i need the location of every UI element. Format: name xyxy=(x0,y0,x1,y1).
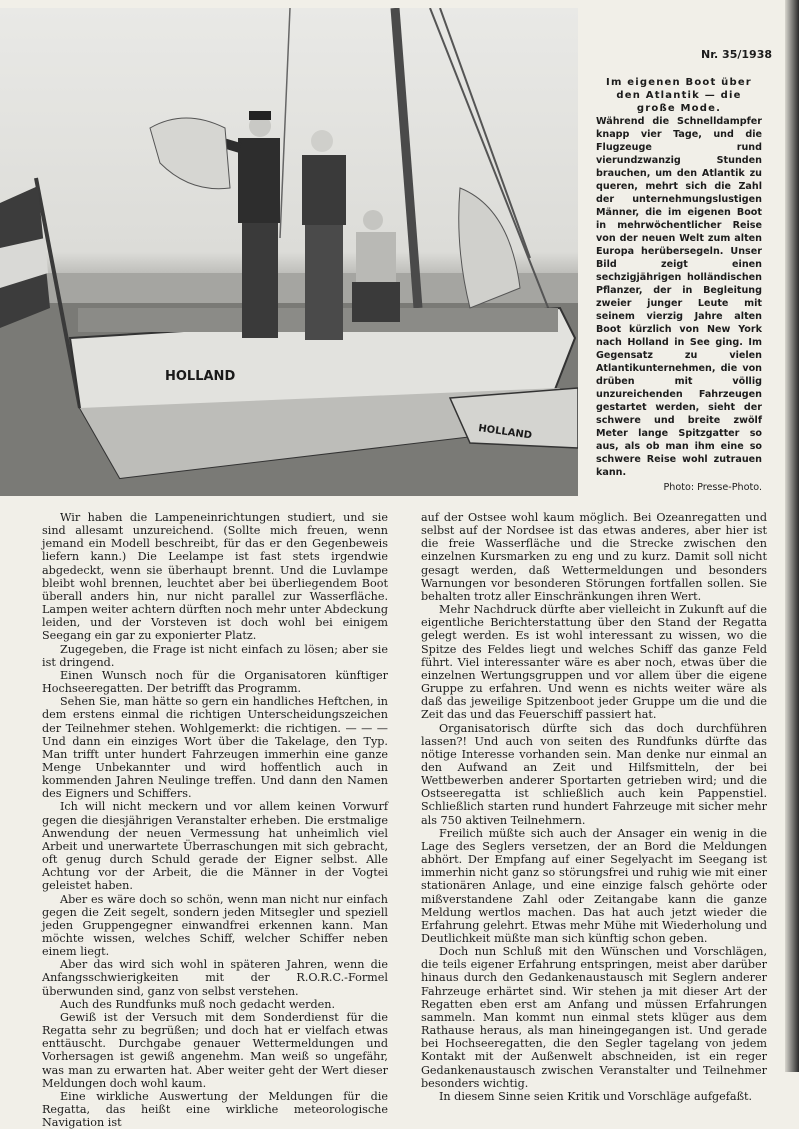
paragraph: auf der Ostsee wohl kaum möglich. Bei Ozeanregatten und selbst auf der Nordsee ist das etwas anderes, aber hier ist die freie Wasserfläche und die Strecke zwischen den einzelnen Kursmarken zu eng und zu kurz. Damit soll nicht gesagt werden, daß Wettermeldungen und besonders Warnungen vor besonderen Störungen fortfallen sollen. Sie behalten trotz aller Einschränkungen ihren Wert. xyxy=(421,511,767,603)
paragraph: In diesem Sinne seien Kritik und Vorschläge aufgefaßt. xyxy=(439,1089,753,1103)
paragraph: Gewiß ist der Versuch mit dem Sonderdienst für die Regatta sehr zu begrüßen; und doch hat er vielfach etwas enttäuscht. Durchgabe genauer Wettermeldungen und Vorhersagen ist gewiß angenehm. Man weiß so ungefähr, was man zu erwarten hat. Aber weiter geht der Wert dieser Meldungen doch wohl kaum. xyxy=(42,1010,388,1090)
paragraph: Organisatorisch dürfte sich das doch durchführen lassen?! Und auch von seiten des Rundfunks dürfte das nötige Interesse vorhanden sein. Man denke nur einmal an den Aufwand an Zeit und Hilfsmitteln, der bei Wettbewerben anderer Sportarten getrieben wird; und die Ostseeregatta ist schließlich auch kein Pappenstiel. Schließlich starten rund hundert Fahrzeuge mit sicher mehr als 750 aktiven Teilnehmern. xyxy=(421,721,767,827)
paragraph: Zugegeben, die Frage ist nicht einfach zu lösen; aber sie ist dringend. xyxy=(42,642,388,669)
paragraph: Doch nun Schluß mit den Wünschen und Vorschlägen, die teils eigener Erfahrung entspringen, meist aber darüber hinaus durch den Gedankenaustausch mit Seglern anderer Fahrzeuge erhärtet sind. Wir stehen ja mit dieser Art der Regatten eben erst am Anfang und müssen Erfahrungen sammeln. Man kommt nun einmal stets klüger aus dem Rathause heraus, als man hineingegangen ist. Und gerade bei Hochseeregatten, die den Segler tagelang von jedem Kontakt mit der Außenwelt abschneiden, ist ein reger Gedankenaustausch zwischen Veranstalter und Teilnehmer besonders wichtig. xyxy=(421,945,767,1090)
paragraph: Auch des Rundfunks muß noch gedacht werden. xyxy=(60,997,336,1011)
paragraph: Einen Wunsch noch für die Organisatoren künftiger Hochseeregatten. Der betrifft das Programm. xyxy=(42,668,388,696)
article-column-right xyxy=(421,511,767,1103)
dinghy-name: HOLLAND xyxy=(477,423,533,442)
paragraph: Ich will nicht meckern und vor allem keinen Vorwurf gegen die diesjährigen Veranstalter erheben. Die erstmalige Anwendung der neuen Vermessung hat unheimlich viel Arbeit und unerwartete Überraschungen mit sich gebracht, oft genug durch Schuld gerade der Eigner selbst. Alle Achtung vor der Arbeit, die die Männer in der Vogtei geleistet haben. xyxy=(42,800,388,893)
photo-credit: Photo: Presse-Photo. xyxy=(663,482,762,493)
paragraph: Sehen Sie, man hätte so gern ein handliches Heftchen, in dem erstens einmal die richtigen Unterscheidungszeichen der Teilnehmer stehen. Wohlgemerkt: die richtigen. — — — Und dann ein einziges Wort über die Takelage, den Typ. Man trifft unter hundert Fahrzeugen immerhin eine ganze Menge Unbekannter und wird hoffentlich auch in kommenden Jahren Neulinge treffen. Und dann den Namen des Eigners und Schiffers. xyxy=(42,695,388,801)
issue-number: Nr. 35/1938 xyxy=(700,48,772,61)
hull-name: HOLLAND xyxy=(165,369,236,384)
paragraph: Mehr Nachdruck dürfte aber vielleicht in Zukunft auf die eigentliche Berichterstattung über den Stand der Regatta gelegt werden. Es ist wohl interessant zu wissen, wo die Spitze des Feldes liegt und welches Schiff das ganze Feld führt. Viel interessanter wäre es aber noch, etwas über die einzelnen Wertungsgruppen und vor allem über die eigene Gruppe zu erfahren. Und wenn es nichts weiter wäre als daß das jeweilige Spitzenboot jeder Gruppe um die und die Zeit das und das Feuerschiff passiert hat. xyxy=(421,603,767,722)
mast xyxy=(395,8,418,308)
paragraph: Aber es wäre doch so schön, wenn man nicht nur einfach gegen die Zeit segelt, sondern jeden Mitsegler und speziell jeden Gruppengegner einwandfrei erkennen kann. Man möchte wissen, welches Schiff, welcher Schiffer neben einem liegt. xyxy=(42,892,388,959)
paragraph: Wir haben die Lampeneinrichtungen studiert, und sie sind allesamt unzureichend. (Sollte mich freuen, wenn jemand ein Modell beschreibt, für das er den Gegenbeweis liefern kann.) Die Leelampe ist fast stets irgendwie abgedeckt, wenn sie überhaupt brennt. Und die Luvlampe bleibt wohl brennen, leuchtet aber bei überliegendem Boot überall anders hin, nur nicht parallel zur Wasserfläche. Lampen weiter achtern dürften noch mehr unter Abdeckung leiden, und der Vorsteven ist doch wohl bei einigem Seegang ein gar zu exponierter Platz. xyxy=(42,511,388,643)
caption-heading: Im eigenen Boot über den Atlantik — die große Mode. xyxy=(606,77,752,114)
sailor-seated xyxy=(352,210,400,322)
sailboat-photo xyxy=(0,8,578,496)
paragraph: Freilich müßte sich auch der Ansager ein wenig in die Lage des Seglers versetzen, der an Bord die Meldungen abhört. Der Empfang auf einer Segelyacht im Seegang ist immerhin nicht ganz so störungsfrei und ruhig wie mit einer stationären Anlage, und eine einzige falsch gehörte oder mißverstandene Zahl oder Zeitangabe kann die ganze Meldung wertlos machen. Das hat auch jetzt wieder die Erfahrung gelehrt. Etwas mehr Mühe mit Wiederholung und Deutlichkeit müßte man sich künftig schon geben. xyxy=(421,826,767,945)
paragraph: Aber das wird sich wohl in späteren Jahren, wenn die Anfangsschwierigkeiten mit der R.O.R.C.-Formel überwunden sind, ganz von selbst verstehen. xyxy=(42,958,388,998)
sailboat-illustration xyxy=(0,8,578,496)
page-edge xyxy=(785,0,799,1072)
rigging-line-3 xyxy=(280,8,290,238)
photo-caption xyxy=(596,76,762,494)
furled-sail xyxy=(150,118,230,189)
paragraph: Eine wirkliche Auswertung der Meldungen für die Regatta, das heißt eine wirkliche meteorologische Navigation ist xyxy=(42,1089,388,1129)
caption-body: Während die Schnelldampfer knapp vier Tage, und die Flugzeuge rund vierundzwanzig Stunden brauchen, um den Atlantik zu queren, mehrt sich die Zahl der unternehmungslustigen Männer, die im eigenen Boot in mehrwöchentlicher Reise von der neuen Welt zum alten Europa herübersegeln. Unser Bild zeigt einen sechzigjährigen holländischen Pflanzer, der in Begleitung zweier junger Leute mit seinem vierzig Jahre alten Boot kürzlich von New York nach Holland in See ging. Im Gegensatz zu vielen Atlantikunternehmen, die von drüben mit völlig unzureichenden Fahrzeugen gestartet werden, sieht der schwere und breite zwölf Meter lange Spitzgatter so aus, als ob man ihm eine so schwere Reise wohl zutrauen kann. xyxy=(596,116,762,478)
sailor-middle xyxy=(302,130,346,340)
article-column-left xyxy=(42,511,388,1129)
